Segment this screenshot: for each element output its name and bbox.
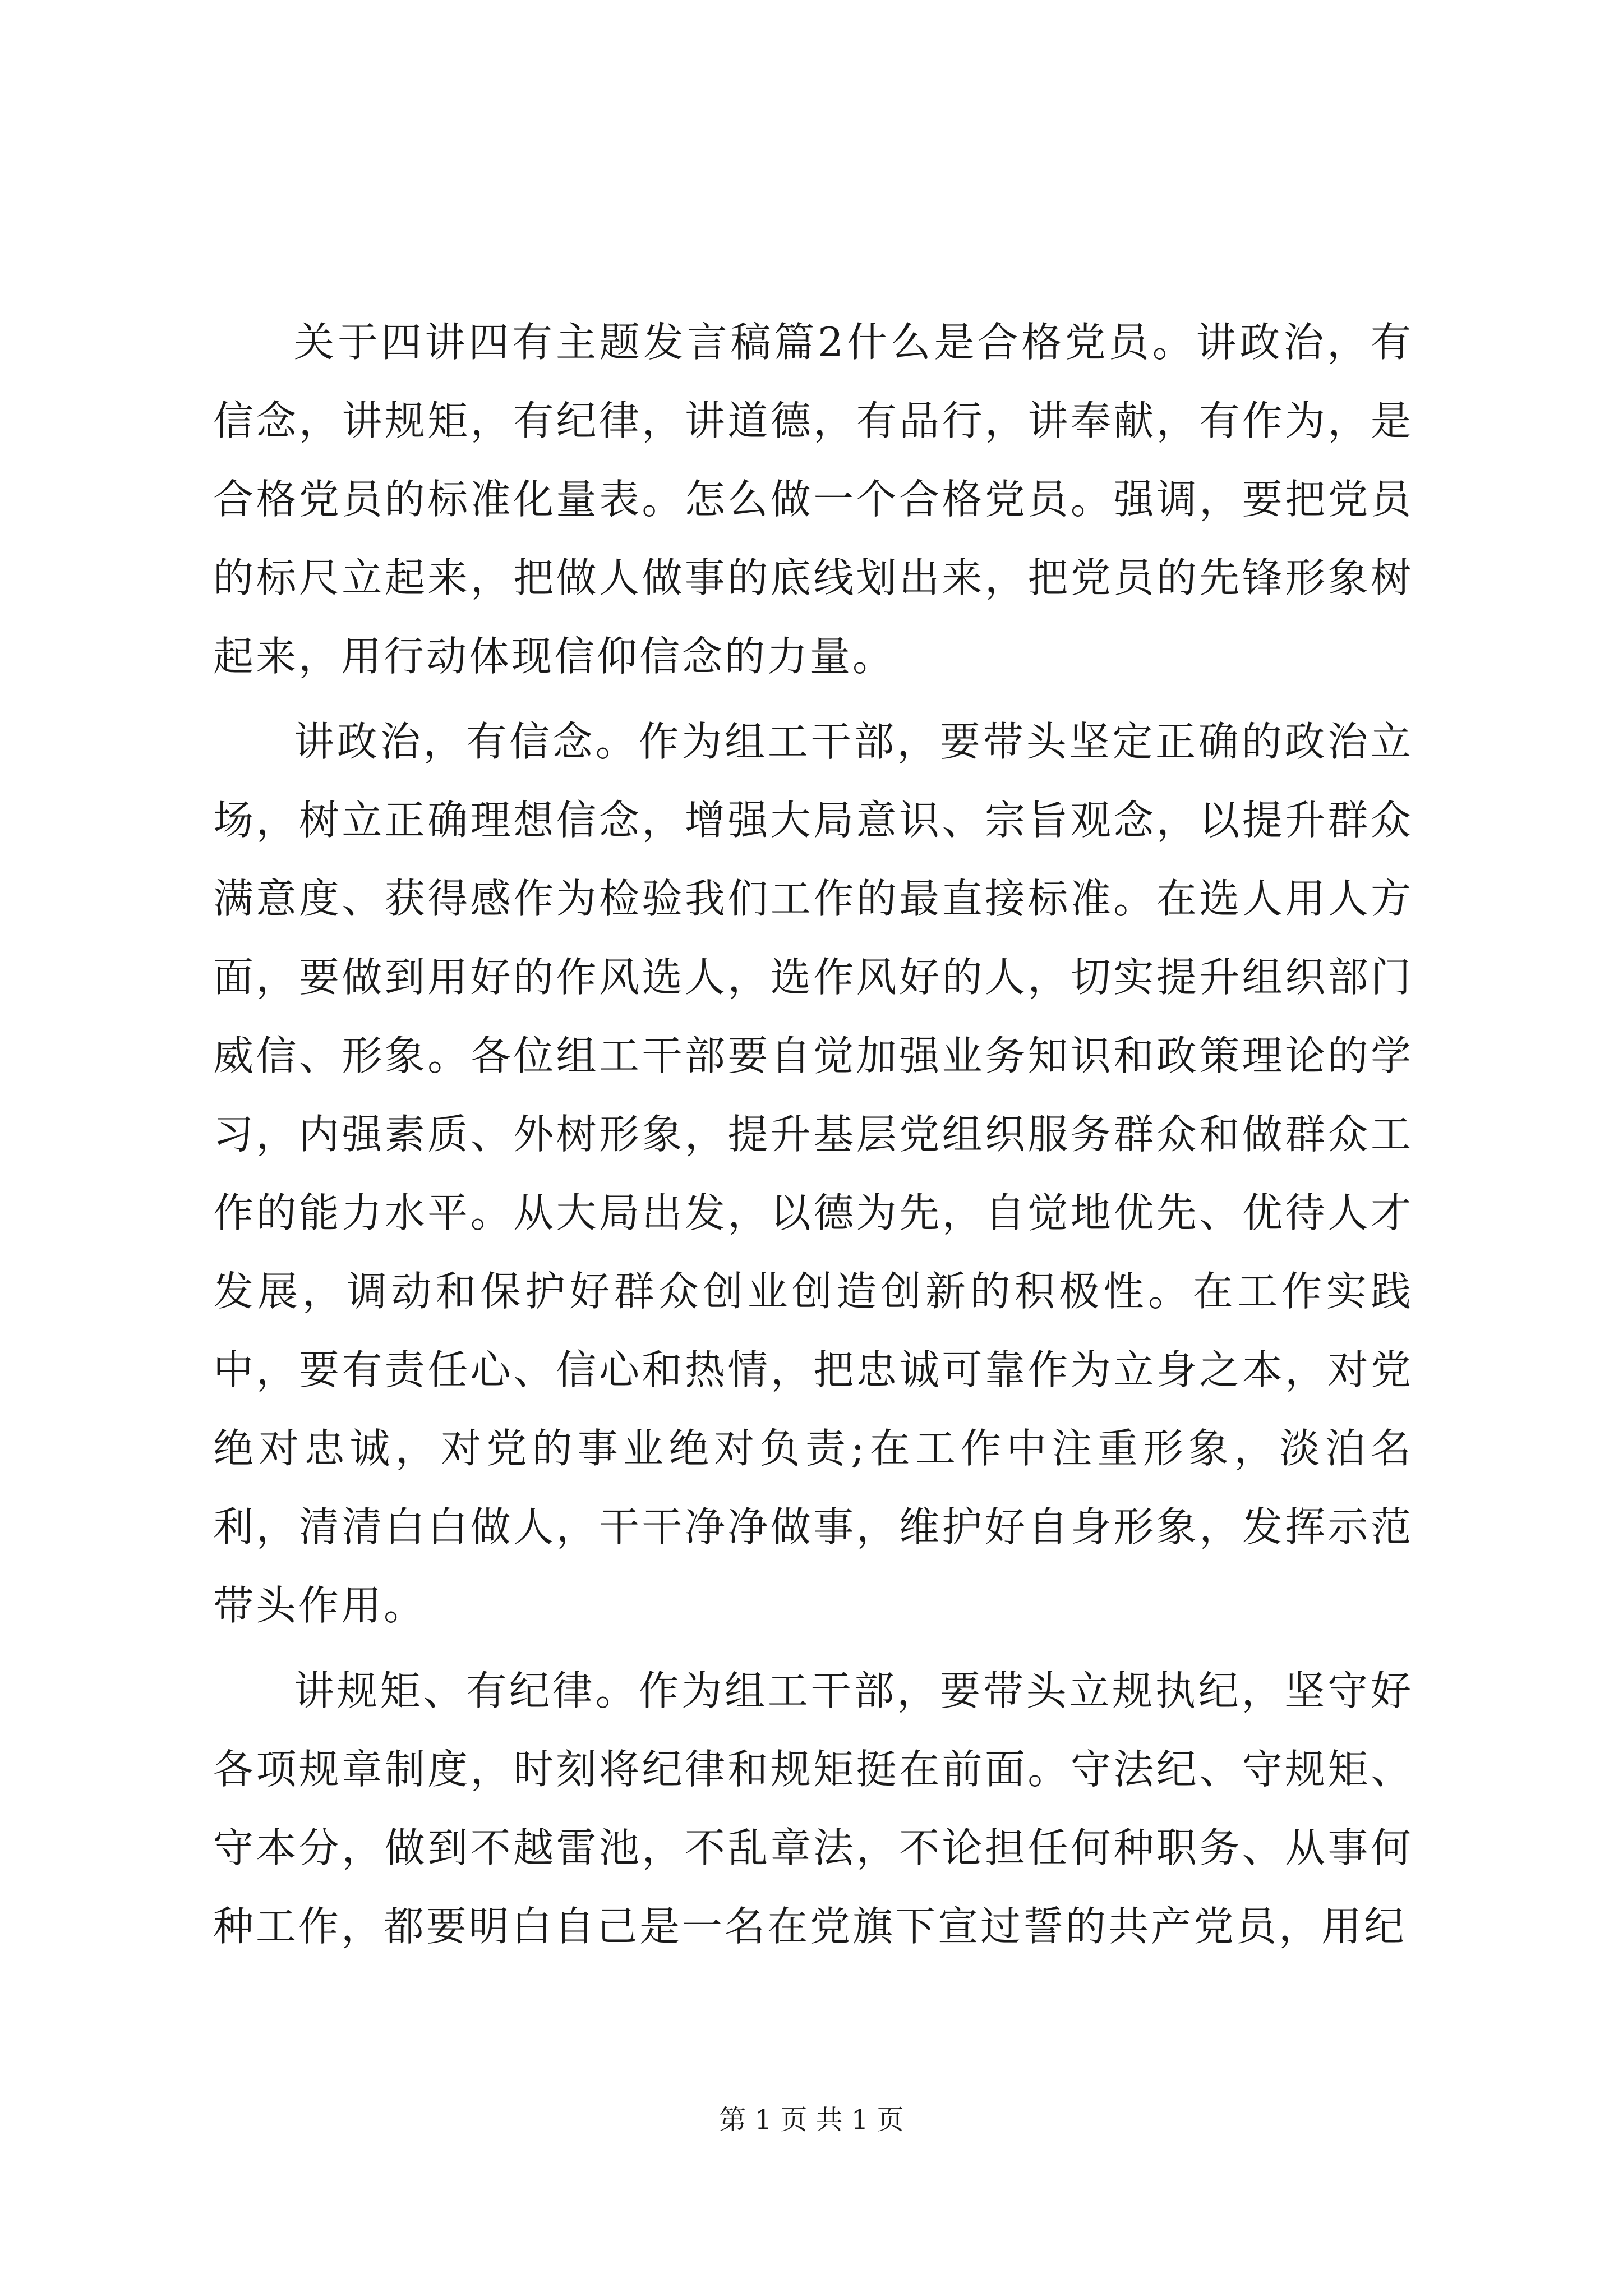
document-body <box>213 303 1413 1972</box>
paragraph-1: 关于四讲四有主题发言稿篇2什么是合格党员。讲政治，有信念，讲规矩，有纪律，讲道德，有品行，讲奉献，有作为，是合格党员的标准化量表。怎么做一个合格党员。强调，要把党员的标尺立起来，把做人做事的底线划出来，把党员的先锋形象树起来，用行动体现信仰信念的力量。 <box>213 319 1413 680</box>
paragraph-3: 讲规矩、有纪律。作为组工干部，要带头立规执纪，坚守好各项规章制度，时刻将纪律和规矩挺在前面。守法纪、守规矩、守本分，做到不越雷池，不乱章法，不论担任何种职务、从事何种工作，都要明白自己是一名在党旗下宣过誓的共产党员，用纪 <box>213 1667 1413 1950</box>
page-footer: 第 1 页 共 1 页 <box>719 2104 904 2136</box>
paragraph-2: 讲政治，有信念。作为组工干部，要带头坚定正确的政治立场，树立正确理想信念，增强大局意识、宗旨观念，以提升群众满意度、获得感作为检验我们工作的最直接标准。在选人用人方面，要做到用好的作风选人，选作风好的人，切实提升组织部门威信、形象。各位组工干部要自觉加强业务知识和政策理论的学习，内强素质、外树形象，提升基层党组织服务群众和做群众工作的能力水平。从大局出发，以德为先，自觉地优先、优待人才发展，调动和保护好群众创业创造创新的积极性。在工作实践中，要有责任心、信心和热情，把忠诚可靠作为立身之本，对党绝对忠诚，对党的事业绝对负责;在工作中注重形象，淡泊名利，清清白白做人，干干净净做事，维护好自身形象，发挥示范带头作用。 <box>213 718 1413 1629</box>
